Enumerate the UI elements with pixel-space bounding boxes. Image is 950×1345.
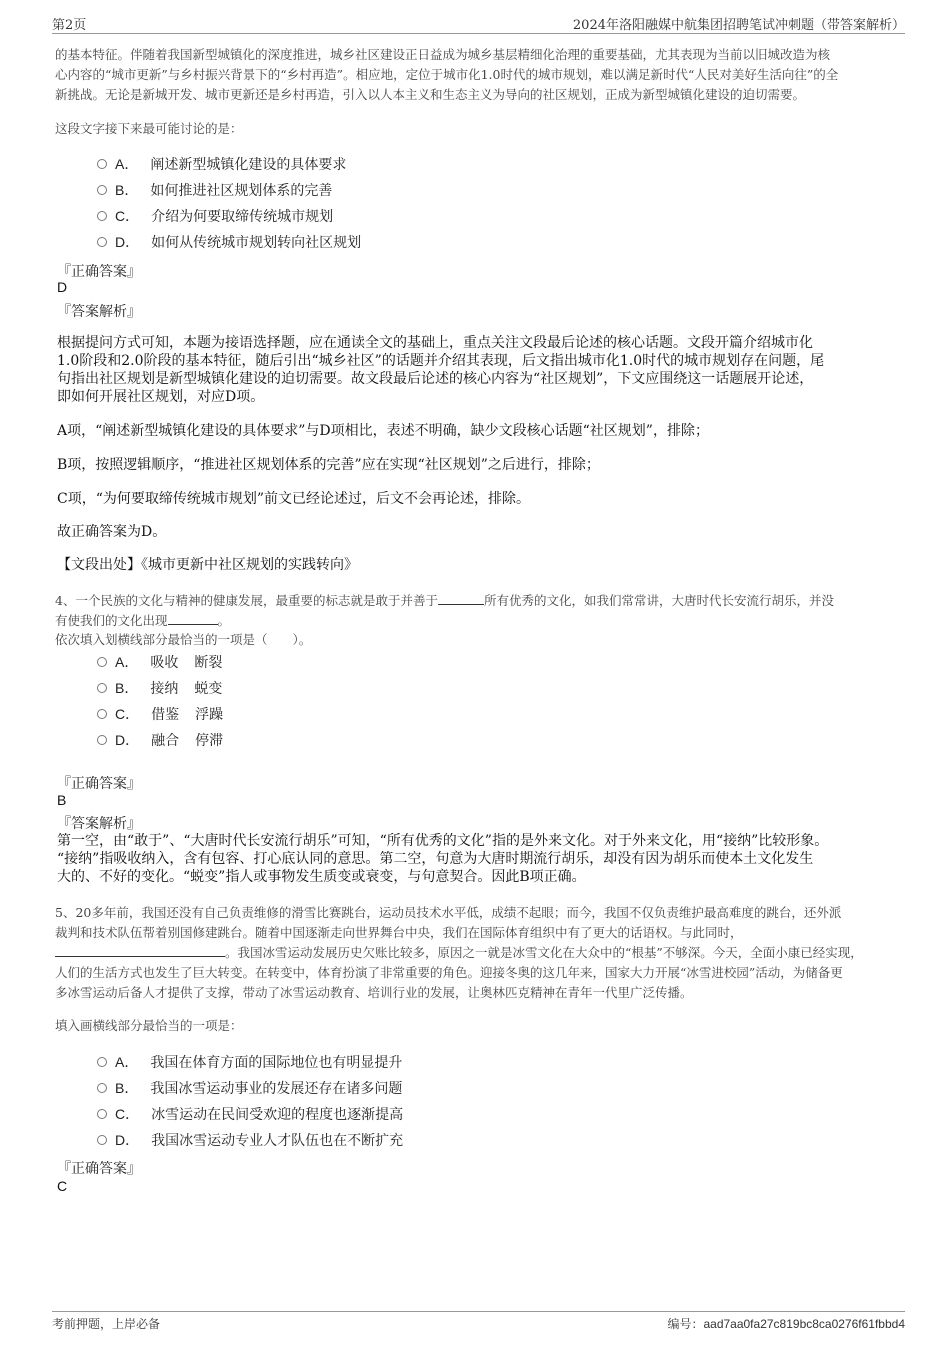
q3-analysis-label: 『答案解析』: [57, 304, 141, 320]
q3-question: 这段文字接下来最可能讨论的是：: [55, 121, 243, 136]
q3-answer-label: 『正确答案』: [57, 264, 141, 280]
q3-conclusion: 故正确答案为D。: [57, 524, 167, 540]
q3-source: 【文段出处】《城市更新中社区规划的实践转向》: [57, 557, 358, 573]
radio-icon[interactable]: [97, 657, 107, 667]
radio-icon[interactable]: [97, 1057, 107, 1067]
q3-answer: D: [57, 279, 68, 295]
q5-option-c[interactable]: C． 冰雪运动在民间受欢迎的程度也逐渐提高: [97, 1104, 403, 1124]
radio-icon[interactable]: [97, 735, 107, 745]
footer-slogan: 考前押题，上岸必备: [52, 1317, 161, 1331]
document-title: 2024年洛阳融媒中航集团招聘笔试冲刺题（带答案解析）: [572, 18, 905, 33]
q5-question: 填入画横线部分最恰当的一项是：: [55, 1018, 243, 1033]
radio-icon[interactable]: [97, 683, 107, 693]
q3-analysis-b: B项，按照逻辑顺序，“推进社区规划体系的完善”应在实现“社区规划”之后进行，排除；: [57, 457, 600, 473]
q3-passage: [55, 45, 900, 105]
radio-icon[interactable]: [97, 1135, 107, 1145]
radio-icon[interactable]: [97, 709, 107, 719]
q3-option-c[interactable]: C． 介绍为何要取缔传统城市规划: [97, 206, 333, 226]
q4-option-a[interactable]: A． 吸收 断裂: [97, 652, 222, 672]
analysis-line: “接纳”指吸收纳入，含有包容、打心底认同的意思。第二空，句意为大唐时期流行胡乐，却没有因为胡乐而使本土文化发生: [57, 851, 814, 867]
q4-option-c[interactable]: C． 借鉴 浮躁: [97, 704, 223, 724]
fill-blank: [438, 592, 484, 605]
q5-option-a[interactable]: A． 我国在体育方面的国际地位也有明显提升: [97, 1052, 402, 1072]
q3-analysis-a: A项，“阐述新型城镇化建设的具体要求”与D项相比，表述不明确，缺少文段核心话题“社区规划”，排除；: [57, 423, 709, 439]
passage-line: 新挑战。无论是新城开发、城市更新还是乡村再造，引入以人本主义和生态主义为导向的社区规划，正成为新型城镇化建设的迫切需要。: [55, 87, 806, 102]
q3-analysis: [57, 334, 902, 406]
passage-line: 的基本特征。伴随着我国新型城镇化的深度推进，城乡社区建设正日益成为城乡基层精细化治理的重要基础，尤其表现为当前以旧城改造为核: [55, 47, 831, 62]
analysis-line: 第一空，由“敢于”、“大唐时代长安流行胡乐”可知，“所有优秀的文化”指的是外来文化。对于外来文化，用“接纳”比较形象。: [57, 833, 829, 849]
q3-option-d[interactable]: D． 如何从传统城市规划转向社区规划: [97, 232, 361, 252]
q4-question: 依次填入划横线部分最恰当的一项是（ ）。: [55, 632, 312, 647]
q4-stem: 4、一个民族的文化与精神的健康发展，最重要的标志就是敢于并善于 所有优秀的文化，如我们常常讲，大唐时代长安流行胡乐，并没 有使我们的文化出现 。: [55, 593, 834, 628]
footer-divider: [52, 1311, 905, 1312]
analysis-line: 句指出社区规划是新型城镇化建设的迫切需要。故文段最后论述的核心内容为“社区规划”，下文应围绕这一话题展开论述，: [57, 371, 814, 387]
q5-stem: 5、20多年前，我国还没有自己负责维修的滑雪比赛跳台，运动员技术水平低，成绩不起眼；而今，我国不仅负责维护最高难度的跳台，还外派 裁判和技术队伍帮着别国修建跳台。随着中国逐渐走向世界舞台中央，我们在国际体育组织中有了更大的话语权。与此同时， 。我国冰雪运动发展历史欠账比较多，原因之一就是冰雪文化在大众中的“根基”不够深。今天，全面小康已经实现， 人们的生活方式也发生了巨大转变。在转变中，体育扮演了非常重要的角色。迎接冬奥的这几年来，国家大力开展“冰雪进校园”活动，为储备更 多冰雪运动后备人才提供了支撑，带动了冰雪运动教育、培训行业的发展，让奥林匹克精神在青年一代里广泛传播。: [55, 905, 863, 1000]
analysis-line: 大的、不好的变化。“蜕变”指人或事物发生质变或衰变，与句意契合。因此B项正确。: [57, 869, 586, 885]
radio-icon[interactable]: [97, 159, 107, 169]
q5-option-b[interactable]: B． 我国冰雪运动事业的发展还存在诸多问题: [97, 1078, 402, 1098]
q3-option-a[interactable]: A． 阐述新型城镇化建设的具体要求: [97, 154, 346, 174]
q4-option-d[interactable]: D． 融合 停滞: [97, 730, 223, 750]
fill-blank: [55, 944, 225, 957]
analysis-line: 1.0阶段和2.0阶段的基本特征，随后引出“城乡社区”的话题并介绍其表现，后文指出城市化1.0时代的城市规划存在问题，尾: [57, 353, 825, 369]
analysis-line: 根据提问方式可知，本题为接语选择题，应在通读全文的基础上，重点关注文段最后论述的核心话题。文段开篇介绍城市化: [57, 335, 813, 351]
fill-blank: [168, 612, 218, 625]
radio-icon[interactable]: [97, 1109, 107, 1119]
header-divider: [52, 33, 905, 34]
q4-analysis: [57, 832, 902, 886]
q4-answer-label: 『正确答案』: [57, 776, 141, 792]
q4-answer: B: [57, 792, 67, 808]
analysis-line: 即如何开展社区规划，对应D项。: [57, 389, 265, 405]
page-number: 第2页: [52, 18, 87, 33]
passage-line: 心内容的“城市更新”与乡村振兴背景下的“乡村再造”。相应地，定位于城市化1.0时代的城市规划，难以满足新时代“人民对美好生活向往”的全: [55, 67, 839, 82]
radio-icon[interactable]: [97, 1083, 107, 1093]
q5-answer: C: [57, 1178, 68, 1194]
q4-option-b[interactable]: B． 接纳 蜕变: [97, 678, 222, 698]
q5-option-d[interactable]: D． 我国冰雪运动专业人才队伍也在不断扩充: [97, 1130, 403, 1150]
radio-icon[interactable]: [97, 185, 107, 195]
q5-answer-label: 『正确答案』: [57, 1161, 141, 1177]
q4-analysis-label: 『答案解析』: [57, 816, 141, 832]
q3-analysis-c: C项，“为何要取缔传统城市规划”前文已经论述过，后文不会再论述，排除。: [57, 491, 531, 507]
radio-icon[interactable]: [97, 211, 107, 221]
radio-icon[interactable]: [97, 237, 107, 247]
q3-option-b[interactable]: B． 如何推进社区规划体系的完善: [97, 180, 332, 200]
footer-code: 编号：aad7aa0fa27c819bc8ca0276f61fbbd4: [667, 1317, 905, 1331]
